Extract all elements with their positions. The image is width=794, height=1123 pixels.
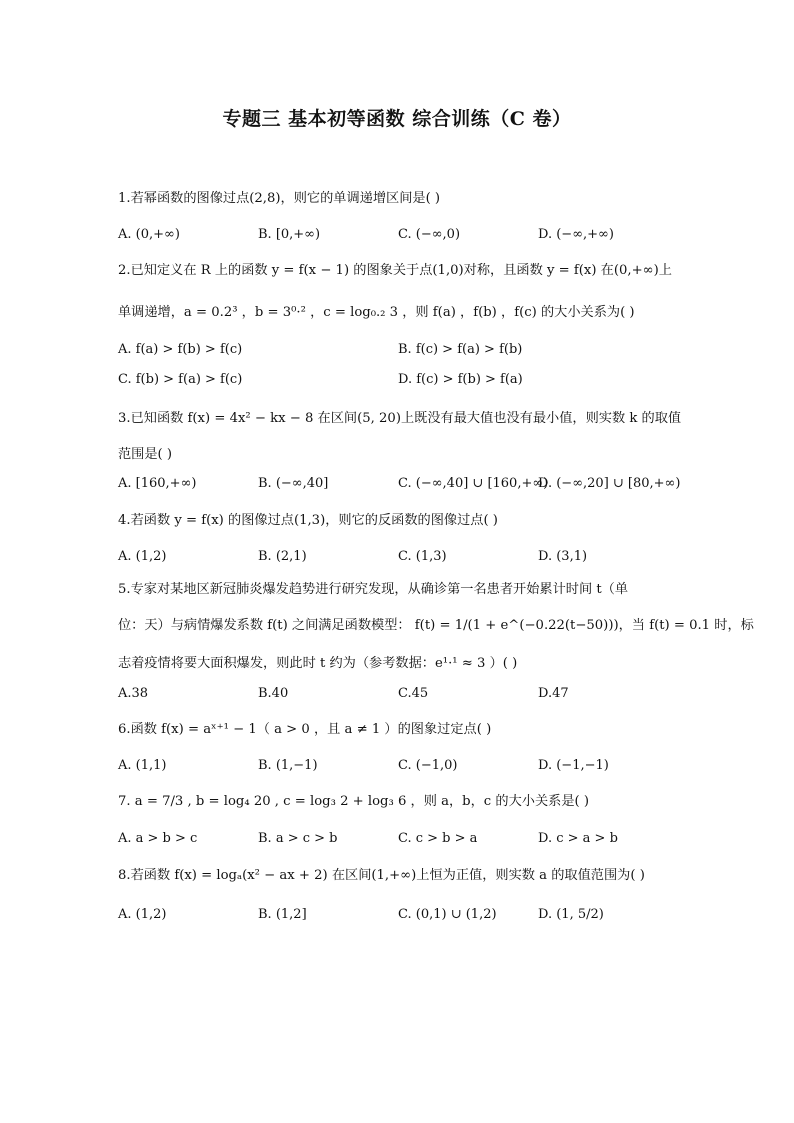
question-8-option-c: C. (0,1) ∪ (1,2) xyxy=(398,907,497,922)
question-6-option-b: B. (1,−1) xyxy=(258,758,318,773)
question-1-option-a: A. (0,+∞) xyxy=(118,227,180,242)
question-6-stem: 6.函数 f(x) = aˣ⁺¹ − 1（ a > 0 ，且 a ≠ 1 ）的图象过定点( ) xyxy=(118,722,492,737)
question-7-stem: 7. a = 7/3 , b = log₄ 20 , c = log₃ 2 + log₃ 6 ，则 a，b，c 的大小关系是( ) xyxy=(118,794,589,809)
question-5-stem-line-3: 志着疫情将要大面积爆发，则此时 t 约为（参考数据：e¹·¹ ≈ 3 ）( ) xyxy=(118,656,518,671)
question-4-option-c: C. (1,3) xyxy=(398,549,447,564)
question-5-stem-line-2: 位：天）与病情爆发系数 f(t) 之间满足函数模型： f(t) = 1/(1 + e^(−0.22(t−50)))，当 f(t) = 0.1 时，标 xyxy=(118,618,754,633)
question-4-option-a: A. (1,2) xyxy=(118,549,167,564)
question-3-option-c: C. (−∞,40] ∪ [160,+∞) xyxy=(398,476,549,491)
question-1-stem: 1.若幂函数的图像过点(2,8)，则它的单调递增区间是( ) xyxy=(118,191,441,206)
question-6-option-a: A. (1,1) xyxy=(118,758,167,773)
question-6-option-d: D. (−1,−1) xyxy=(538,758,609,773)
question-4-option-b: B. (2,1) xyxy=(258,549,307,564)
question-3-option-b: B. (−∞,40] xyxy=(258,476,329,491)
page-title: 专题三 基本初等函数 综合训练（C 卷） xyxy=(222,108,572,130)
question-1-option-b: B. [0,+∞) xyxy=(258,227,321,242)
question-7-option-c: C. c > b > a xyxy=(398,831,478,846)
question-7-option-d: D. c > a > b xyxy=(538,831,618,846)
question-2-stem-line-2: 单调递增，a = 0.2³ ，b = 3⁰·² ，c = log₀.₂ 3 ，则 f(a) ，f(b) ，f(c) 的大小关系为( ) xyxy=(118,305,635,320)
question-6-option-c: C. (−1,0) xyxy=(398,758,458,773)
question-1-option-c: C. (−∞,0) xyxy=(398,227,461,242)
question-3-option-a: A. [160,+∞) xyxy=(118,476,197,491)
question-2-option-a: A. f(a) > f(b) > f(c) xyxy=(118,342,243,357)
question-3-option-d: D. (−∞,20] ∪ [80,+∞) xyxy=(538,476,681,491)
question-8-option-a: A. (1,2) xyxy=(118,907,167,922)
question-2-option-d: D. f(c) > f(b) > f(a) xyxy=(398,372,523,387)
question-3-stem-line-2: 范围是( ) xyxy=(118,447,173,462)
question-2-option-c: C. f(b) > f(a) > f(c) xyxy=(118,372,243,387)
question-5-option-d: D.47 xyxy=(538,686,569,701)
question-8-stem: 8.若函数 f(x) = logₐ(x² − ax + 2) 在区间(1,+∞)上恒为正值，则实数 a 的取值范围为( ) xyxy=(118,868,645,883)
question-8-option-d: D. (1, 5/2) xyxy=(538,907,604,922)
question-4-option-d: D. (3,1) xyxy=(538,549,588,564)
question-2-stem-line-1: 2.已知定义在 R 上的函数 y = f(x − 1) 的图象关于点(1,0)对称，且函数 y = f(x) 在(0,+∞)上 xyxy=(118,263,672,278)
question-3-stem-line-1: 3.已知函数 f(x) = 4x² − kx − 8 在区间(5, 20)上既没有最大值也没有最小值，则实数 k 的取值 xyxy=(118,411,682,426)
question-7-option-a: A. a > b > c xyxy=(118,831,198,846)
question-5-stem-line-1: 5.专家对某地区新冠肺炎爆发趋势进行研究发现，从确诊第一名患者开始累计时间 t（单 xyxy=(118,582,629,597)
question-5-option-b: B.40 xyxy=(258,686,289,701)
question-7-option-b: B. a > c > b xyxy=(258,831,338,846)
question-5-option-c: C.45 xyxy=(398,686,429,701)
question-8-option-b: B. (1,2] xyxy=(258,907,307,922)
question-4-stem: 4.若函数 y = f(x) 的图像过点(1,3)，则它的反函数的图像过点( ) xyxy=(118,513,498,528)
question-2-option-b: B. f(c) > f(a) > f(b) xyxy=(398,342,523,357)
question-1-option-d: D. (−∞,+∞) xyxy=(538,227,614,242)
question-5-option-a: A.38 xyxy=(118,686,149,701)
